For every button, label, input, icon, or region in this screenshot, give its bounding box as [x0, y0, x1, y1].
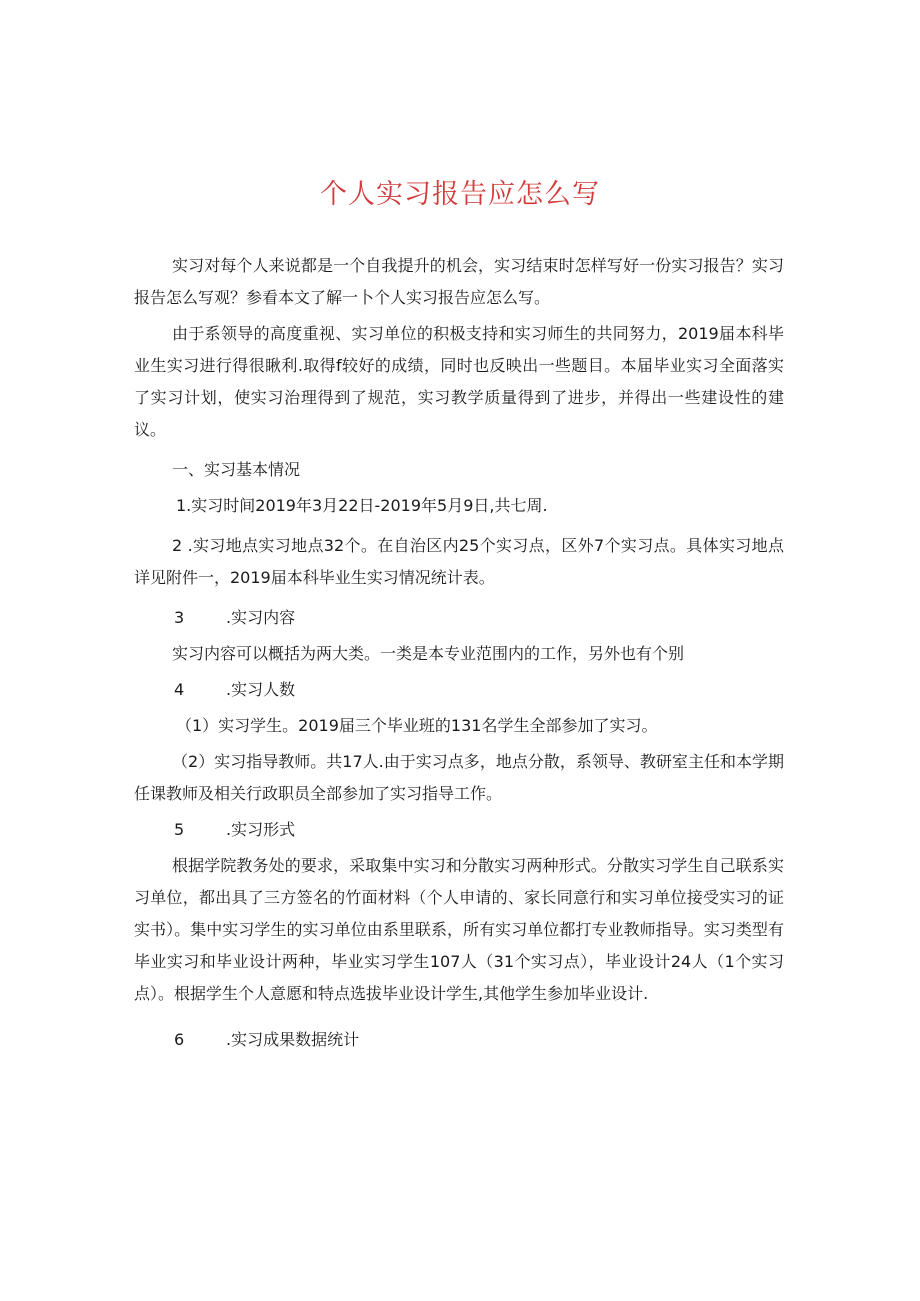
- item-internship-time: 1.实习时间2019年3月22日-2019年5月9日,共七周.: [176, 496, 548, 515]
- intro-paragraph-1: 实习对每个人来说都是一个自我提升的机会，实习结束时怎样写好一份实习报告？实习报告怎么写观？参看本文了解一卜个人实习报告应怎么写。: [134, 256, 784, 307]
- intro-paragraph-2: 由于系领导的高度重视、实习单位的积极支持和实习师生的共同努力，2019届本科毕业生实习进行得很瞅利.取得f较好的成绩，同时也反映出一些题目。本届毕业实习全面落实了实习计划，使实习治理得到了规范，实习教学质量得到了进步，并得出一些建设性的建议。: [134, 324, 784, 439]
- item-internship-content-text: 实习内容可以概括为两大类。一类是本专业范围内的工作，另外也有个别: [172, 644, 685, 663]
- item-number: 6: [174, 1030, 185, 1049]
- document-title: 个人实习报告应怎么写: [320, 179, 600, 210]
- section-heading-basic-info: 一、实习基本情况: [172, 460, 301, 479]
- item-text: .实习人数: [226, 680, 296, 699]
- document-body: [134, 250, 784, 1056]
- item-internship-location: [134, 530, 784, 594]
- item-number: 5: [174, 820, 185, 839]
- item-internship-content-heading: [134, 602, 784, 634]
- item-text: .实习形式: [226, 820, 296, 839]
- item-text: .实习地点实习地点32个。在自治区内25个实习点，区外7个实习点。具体实习地点详见附件一，2019届本科毕业生实习情况统计表。: [134, 536, 784, 587]
- item-text: .实习内容: [226, 608, 296, 627]
- item-internship-students: （1）实习学生。2019届三个毕业班的131名学生全部参加了实习。: [176, 716, 658, 735]
- item-internship-headcount-heading: [134, 674, 784, 706]
- item-number: 3: [174, 608, 185, 627]
- item-number: 4: [174, 680, 185, 699]
- item-internship-form-heading: [134, 814, 784, 846]
- item-internship-results-heading: [134, 1024, 784, 1056]
- item-internship-teachers: （2）实习指导教师。共17人.由于实习点多，地点分散，系领导、教研室主任和本学期任课教师及相关行政职员全部参加了实习指导工作。: [134, 752, 784, 803]
- item-text: .实习成果数据统计: [226, 1030, 360, 1049]
- item-number: 2: [172, 536, 183, 555]
- item-internship-form-text: 根据学院教务处的要求，采取集中实习和分散实习两种形式。分散实习学生自己联系实习单位，都出具了三方签名的竹面材料（个人申请的、家长同意行和实习单位接受实习的证实书）。集中实习学生的实习单位由系里联系，所有实习单位都打专业教师指导。实习类型有毕业实习和毕业设计两种，毕业实习学生107人（31个实习点），毕业设计24人（1个实习点）。根据学生个人意愿和特点选拔毕业设计学生,其他学生参加毕业设计.: [134, 856, 784, 1003]
